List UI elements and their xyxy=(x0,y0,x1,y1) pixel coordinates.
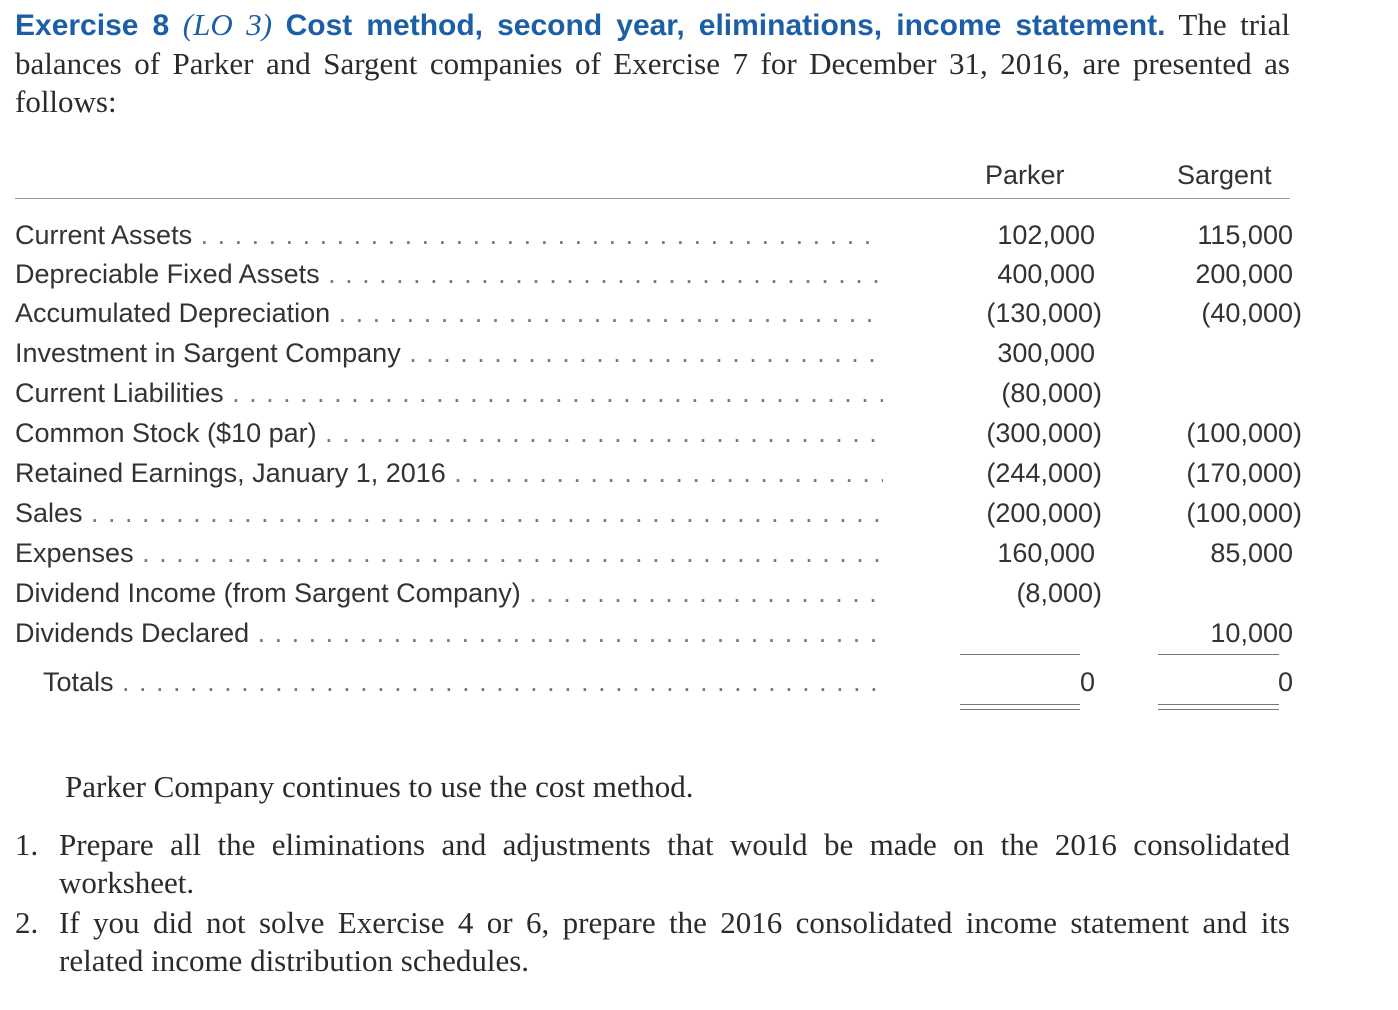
table-row xyxy=(15,498,1302,536)
parker-value: (300,000) xyxy=(986,418,1102,448)
sargent-total: 0 xyxy=(1277,667,1293,697)
table-row xyxy=(15,418,1302,456)
subtotal-rule-sargent xyxy=(1158,654,1279,655)
parker-value: (200,000) xyxy=(986,498,1102,528)
row-label: Common Stock ($10 par) . . . xyxy=(15,418,883,449)
double-rule-parker-bottom xyxy=(960,709,1080,710)
row-label: Depreciable Fixed Assets . . . xyxy=(15,259,883,290)
table-row xyxy=(15,220,1293,258)
exercise-intro xyxy=(15,6,1290,121)
sargent-value: (40,000) xyxy=(1201,298,1302,328)
sargent-value: 10,000 xyxy=(1210,618,1293,648)
double-rule-parker-top xyxy=(960,704,1080,705)
parker-value: 400,000 xyxy=(997,259,1095,289)
table-row xyxy=(15,338,1290,376)
parker-value: (130,000) xyxy=(986,298,1102,328)
instruction-text: If you did not solve Exercise 4 or 6, prepare the 2016 consolidated income statement and its related income distribution schedules. xyxy=(59,905,1290,978)
double-rule-sargent-top xyxy=(1158,704,1279,705)
exercise-instructions xyxy=(15,768,1290,980)
column-header-sargent: Sargent xyxy=(1177,160,1272,190)
sargent-value: 85,000 xyxy=(1210,538,1293,568)
table-row xyxy=(15,378,1290,416)
table-row xyxy=(15,298,1302,336)
instruction-item xyxy=(15,904,1290,980)
table-row xyxy=(15,618,1293,656)
exercise-intro-text: The trial balances of Parker and Sargent companies of Exercise 7 for December 31, 2016, are presented as follows: xyxy=(15,7,1291,119)
parker-value: (244,000) xyxy=(986,458,1102,488)
instruction-item xyxy=(15,826,1290,902)
instruction-number: 2. xyxy=(15,905,39,940)
row-label: Accumulated Depreciation . . . xyxy=(15,298,883,329)
header-rule xyxy=(15,198,1290,199)
instruction-text: Prepare all the eliminations and adjustments that would be made on the 2016 consolidated worksheet. xyxy=(59,827,1290,900)
parker-value: 160,000 xyxy=(997,538,1095,568)
column-header-parker: Parker xyxy=(985,160,1065,190)
table-row xyxy=(15,538,1293,576)
sargent-value: 200,000 xyxy=(1195,259,1293,289)
table-row xyxy=(15,458,1302,496)
sargent-value: 115,000 xyxy=(1197,220,1293,250)
sargent-value: (170,000) xyxy=(1186,458,1302,488)
row-label: Expenses . . . xyxy=(15,538,883,569)
exercise-title: Exercise 8 xyxy=(15,9,170,42)
row-label: Sales . . . xyxy=(15,498,883,529)
double-rule-sargent-bottom xyxy=(1158,709,1279,710)
parker-value: (80,000) xyxy=(1001,378,1102,408)
row-label: Current Liabilities . . . xyxy=(15,378,883,409)
cost-method-note: Parker Company continues to use the cost method. xyxy=(65,769,694,804)
row-label: Investment in Sargent Company . . . xyxy=(15,338,883,369)
totals-label: Totals . . . xyxy=(43,667,883,698)
learning-objective: (LO 3) xyxy=(182,7,273,42)
row-label: Current Assets . . . xyxy=(15,220,883,251)
table-row xyxy=(15,578,1290,616)
instruction-number: 1. xyxy=(15,827,39,862)
sargent-value: (100,000) xyxy=(1186,498,1302,528)
parker-total: 0 xyxy=(1079,667,1095,697)
exercise-topic: Cost method, second year, eliminations, income statement. xyxy=(285,9,1166,42)
totals-row xyxy=(15,667,1293,705)
sargent-value: (100,000) xyxy=(1186,418,1302,448)
parker-value: 102,000 xyxy=(997,220,1095,250)
parker-value: (8,000) xyxy=(1016,578,1102,608)
row-label: Retained Earnings, January 1, 2016 . . . xyxy=(15,458,883,489)
table-row xyxy=(15,259,1293,297)
parker-value: 300,000 xyxy=(997,338,1095,368)
row-label: Dividend Income (from Sargent Company) . . . xyxy=(15,578,883,609)
subtotal-rule-parker xyxy=(960,654,1080,655)
row-label: Dividends Declared . . . xyxy=(15,618,883,649)
